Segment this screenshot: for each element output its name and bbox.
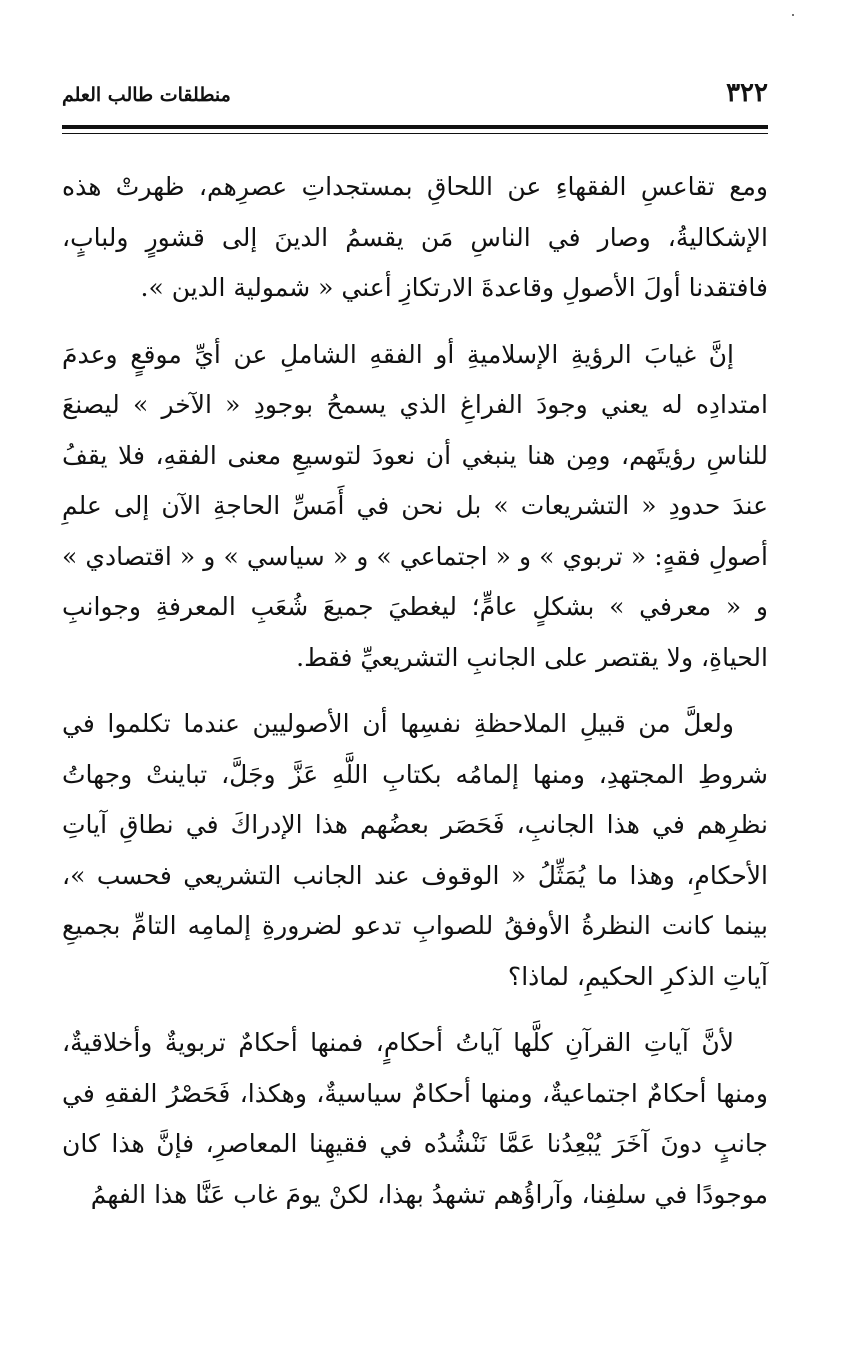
page-header bbox=[62, 76, 768, 116]
header-rule-thick bbox=[62, 125, 768, 129]
paragraph-2: إنَّ غيابَ الرؤيةِ الإسلاميةِ أو الفقهِ الشاملِ عن أيِّ موقعٍ وعدمَ امتدادِه له يعني وجودَ الفراغِ الذي يسمحُ بوجودِ « الآخر » ليصنعَ للناسِ رؤيتَهم، ومِن هنا ينبغي أن نعودَ لتوسيعِ معنى الفقهِ، فلا يقفُ عندَ حدودِ « التشريعات » بل نحن في أَمَسِّ الحاجةِ الآن إلى علمِ أصولِ فقهٍ: « تربوي » و « اجتماعي » و « سياسي » و « اقتصادي » و « معرفي » بشكلٍ عامٍّ؛ ليغطيَ جميعَ شُعَبِ المعرفةِ وجوانبِ الحياةِ، ولا يقتصر على الجانبِ التشريعيِّ فقط. bbox=[62, 339, 768, 672]
paragraph-4: لأنَّ آياتِ القرآنِ كلَّها آياتُ أحكامٍ، فمنها أحكامٌ تربويةٌ وأخلاقيةٌ، ومنها أحكامٌ اجتماعيةٌ، ومنها أحكامٌ سياسيةٌ، وهكذا، فَحَصْرُ الفقهِ في جانبٍ دونَ آخَرَ يُبْعِدُنا عَمَّا نَنْشُدُه في فقيهِنا المعاصرِ، فإنَّ هذا كان موجودًا في سلفِنا، وآراؤُهم تشهدُ بهذا، لكنْ يومَ غاب عَنَّا هذا الفهمُ bbox=[62, 1028, 768, 1209]
running-title: منطلقات طالب العلم bbox=[62, 84, 231, 106]
body-text bbox=[62, 162, 768, 1236]
paragraph-1: ومع تقاعسِ الفقهاءِ عن اللحاقِ بمستجداتِ عصرِهم، ظهرتْ هذه الإشكاليةُ، وصار في الناسِ مَن يقسمُ الدينَ إلى قشورٍ ولبابٍ، فافتقدنا أولَ الأصولِ وقاعدةَ الارتكازِ أعني « شمولية الدين ». bbox=[62, 172, 768, 302]
scan-mark bbox=[792, 14, 794, 16]
page-number: ٣٢٢ bbox=[726, 78, 768, 108]
header-rule-thin bbox=[62, 133, 768, 134]
paragraph-3: ولعلَّ من قبيلِ الملاحظةِ نفسِها أن الأصوليين عندما تكلموا في شروطِ المجتهدِ، ومنها إلمامُه بكتابِ اللَّهِ عَزَّ وجَلَّ، تباينتْ وجهاتُ نظرِهم في هذا الجانبِ، فَحَصَر بعضُهم هذا الإدراكَ في نطاقِ آياتِ الأحكامِ، وهذا ما يُمَثِّلُ « الوقوف عند الجانب التشريعي فحسب »، بينما كانت النظرةُ الأوفقُ للصوابِ تدعو لضرورةِ إلمامِه التامِّ بجميعِ آياتِ الذكرِ الحكيمِ، لماذا؟ bbox=[62, 709, 768, 991]
book-page bbox=[62, 0, 768, 1347]
